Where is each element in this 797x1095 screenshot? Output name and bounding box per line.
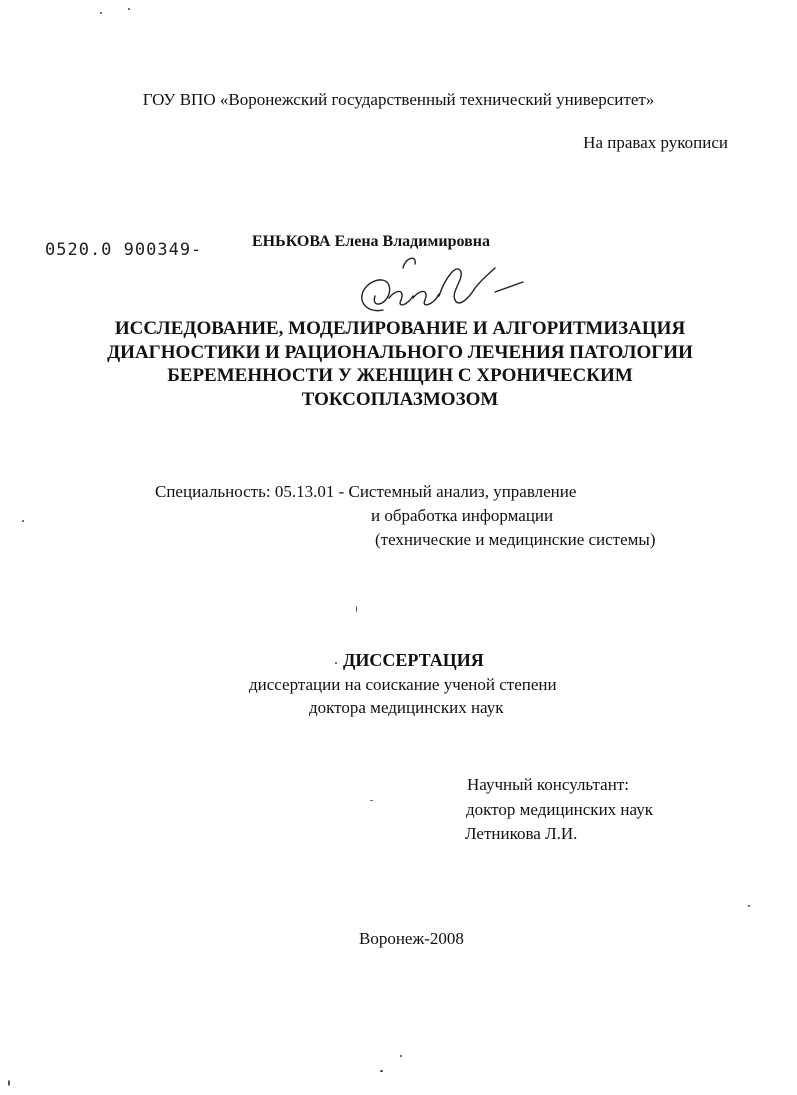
specialty-line-1: Специальность: 05.13.01 - Системный анализ, управление [155,482,577,501]
specialty-line-2: и обработка информации [371,506,554,525]
scan-speck [400,1055,402,1057]
consultant-degree: доктор медицинских наук [466,800,653,819]
author-name: ЕНЬКОВА Елена Владимировна [252,233,490,250]
specialty-line-3: (технические и медицинские системы) [375,530,656,549]
scan-speck [335,662,337,664]
scan-speck [370,800,373,801]
scan-speck [380,1070,383,1072]
institution-header: ГОУ ВПО «Воронежский государственный технический университет» [142,90,655,109]
consultant-label: Научный консультант: [467,775,629,794]
scan-speck [8,1080,10,1086]
rights-note: На правах рукописи [583,133,728,152]
title-line: ИССЛЕДОВАНИЕ, МОДЕЛИРОВАНИЕ И АЛГОРИТМИЗАЦИЯ [114,318,686,339]
dissertation-heading: ДИССЕРТАЦИЯ [343,650,484,670]
scan-speck [100,12,102,14]
library-code-stamp: 0520.0 900349- [45,240,203,260]
dissertation-purpose-line-1: диссертации на соискание ученой степени [249,675,557,694]
scan-speck [128,8,130,10]
scan-speck [356,606,357,612]
dissertation-purpose-line-2: доктора медицинских наук [309,698,504,717]
scan-speck [748,905,750,907]
title-line: ТОКСОПЛАЗМОЗОМ [301,388,499,410]
consultant-name: Летникова Л.И. [465,824,578,843]
city-year: Воронеж-2008 [359,929,464,948]
author-signature [345,248,535,328]
dissertation-title [80,317,720,411]
scan-speck [22,520,24,522]
title-line: ДИАГНОСТИКИ И РАЦИОНАЛЬНОГО ЛЕЧЕНИЯ ПАТОЛОГИИ [107,341,693,363]
title-line: БЕРЕМЕННОСТИ У ЖЕНЩИН С ХРОНИЧЕСКИМ [167,365,633,386]
